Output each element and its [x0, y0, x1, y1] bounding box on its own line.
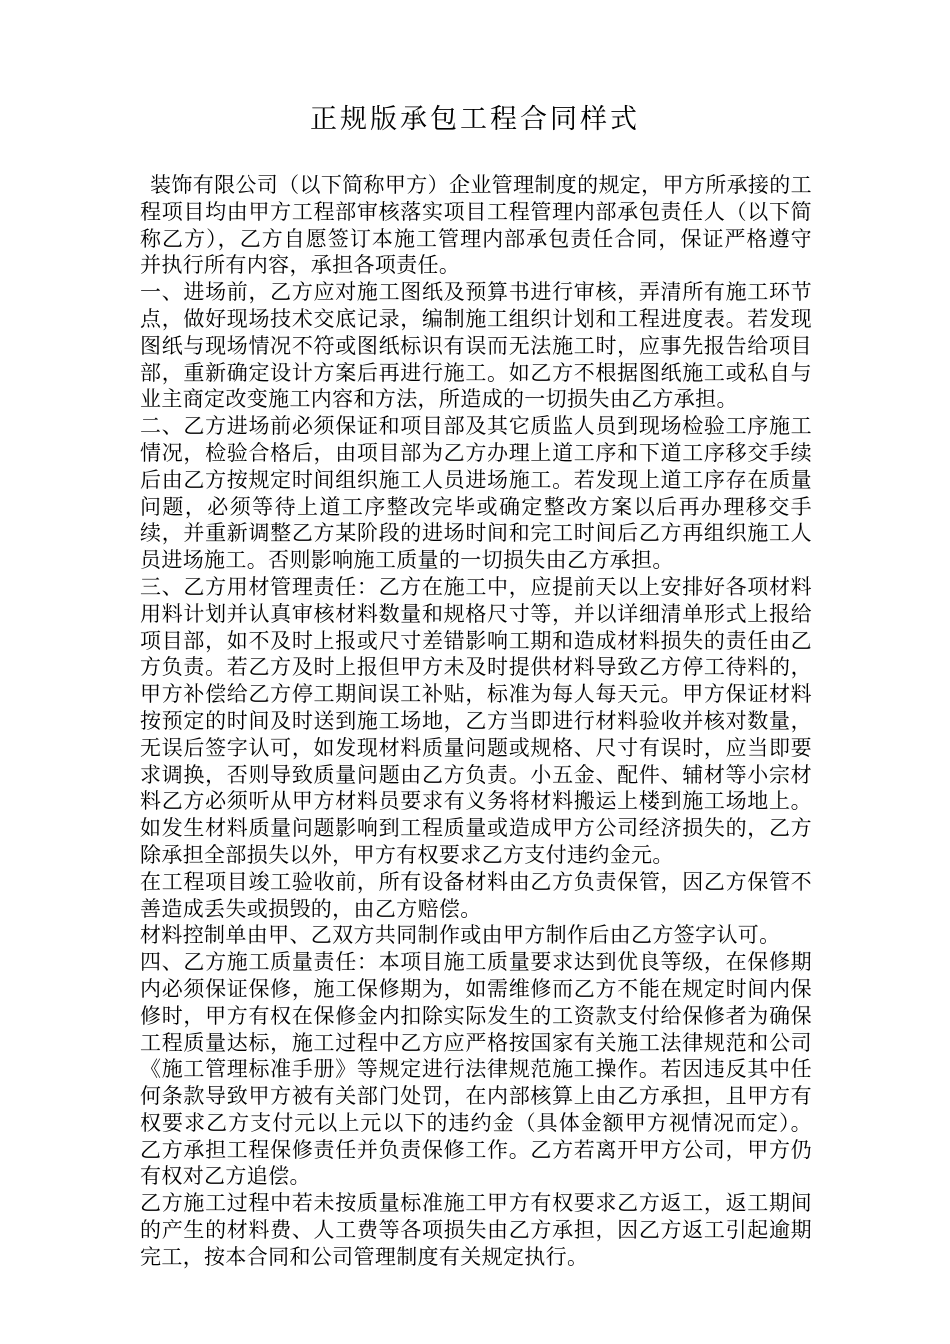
document-body — [140, 172, 812, 1271]
clause-2-paragraph: 二、乙方进场前必须保证和项目部及其它质监人员到现场检验工序施工情况，检验合格后，由项目部为乙方办理上道工序和下道工序移交手续后由乙方按规定时间组织施工人员进场施工。若发现上道工序存在质量问题，必须等待上道工序整改完毕或确定整改方案以后再办理移交手续，并重新调整乙方某阶段的进场时间和完工时间后乙方再组织施工人员进场施工。否则影响施工质量的一切损失由乙方承担。 — [140, 414, 812, 573]
storage-paragraph: 在工程项目竣工验收前，所有设备材料由乙方负责保管，因乙方保管不善造成丢失或损毁的，由乙方赔偿。 — [140, 869, 812, 921]
material-control-paragraph: 材料控制单由甲、乙双方共同制作或由甲方制作后由乙方签字认可。 — [140, 923, 781, 948]
clause-1-paragraph: 一、进场前，乙方应对施工图纸及预算书进行审核，弄清所有施工环节点，做好现场技术交底记录，编制施工组织计划和工程进度表。若发现图纸与现场情况不符或图纸标识有误而无法施工时，应事先报告给项目部，重新确定设计方案后再进行施工。如乙方不根据图纸施工或私自与业主商定改变施工内容和方法，所造成的一切损失由乙方承担。 — [140, 280, 812, 412]
intro-paragraph: 装饰有限公司（以下简称甲方）企业管理制度的规定，甲方所承接的工程项目均由甲方工程部审核落实项目工程管理内部承包责任人（以下简称乙方），乙方自愿签订本施工管理内部承包责任合同，保证严格遵守并执行所有内容，承担各项责任。 — [140, 173, 812, 278]
clause-3-paragraph: 三、乙方用材管理责任：乙方在施工中，应提前天以上安排好各项材料用料计划并认真审核材料数量和规格尺寸等，并以详细清单形式上报给项目部，如不及时上报或尺寸差错影响工期和造成材料损失的责任由乙方负责。若乙方及时上报但甲方未及时提供材料导致乙方停工待料的，甲方补偿给乙方停工期间误工补贴，标准为每人每天元。甲方保证材料按预定的时间及时送到施工场地，乙方当即进行材料验收并核对数量，无误后签字认可，如发现材料质量问题或规格、尺寸有误时，应当即要求调换，否则导致质量问题由乙方负责。小五金、配件、辅材等小宗材料乙方必须听从甲方材料员要求有义务将材料搬运上楼到施工场地上。如发生材料质量问题影响到工程质量或造成甲方公司经济损失的，乙方除承担全部损失以外，甲方有权要求乙方支付违约金元。 — [140, 574, 812, 867]
clause-4-paragraph: 四、乙方施工质量责任：本项目施工质量要求达到优良等级，在保修期内必须保证保修，施工保修期为，如需维修而乙方不能在规定时间内保修时，甲方有权在保修金内扣除实际发生的工资款支付给保修者为确保工程质量达标，施工过程中乙方应严格按国家有关施工法律规范和公司《施工管理标准手册》等规定进行法律规范施工操作。若因违反其中任何条款导致甲方被有关部门处罚，在内部核算上由乙方承担，且甲方有权要求乙方支付元以上元以下的违约金（具体金额甲方视情况而定）。乙方承担工程保修责任并负责保修工作。乙方若离开甲方公司，甲方仍有权对乙方追偿。 — [140, 950, 812, 1189]
rework-paragraph: 乙方施工过程中若未按质量标准施工甲方有权要求乙方返工，返工期间的产生的材料费、人工费等各项损失由乙方承担，因乙方返工引起逾期完工，按本合同和公司管理制度有关规定执行。 — [140, 1191, 812, 1269]
document-title: 正规版承包工程合同样式 — [310, 104, 640, 135]
